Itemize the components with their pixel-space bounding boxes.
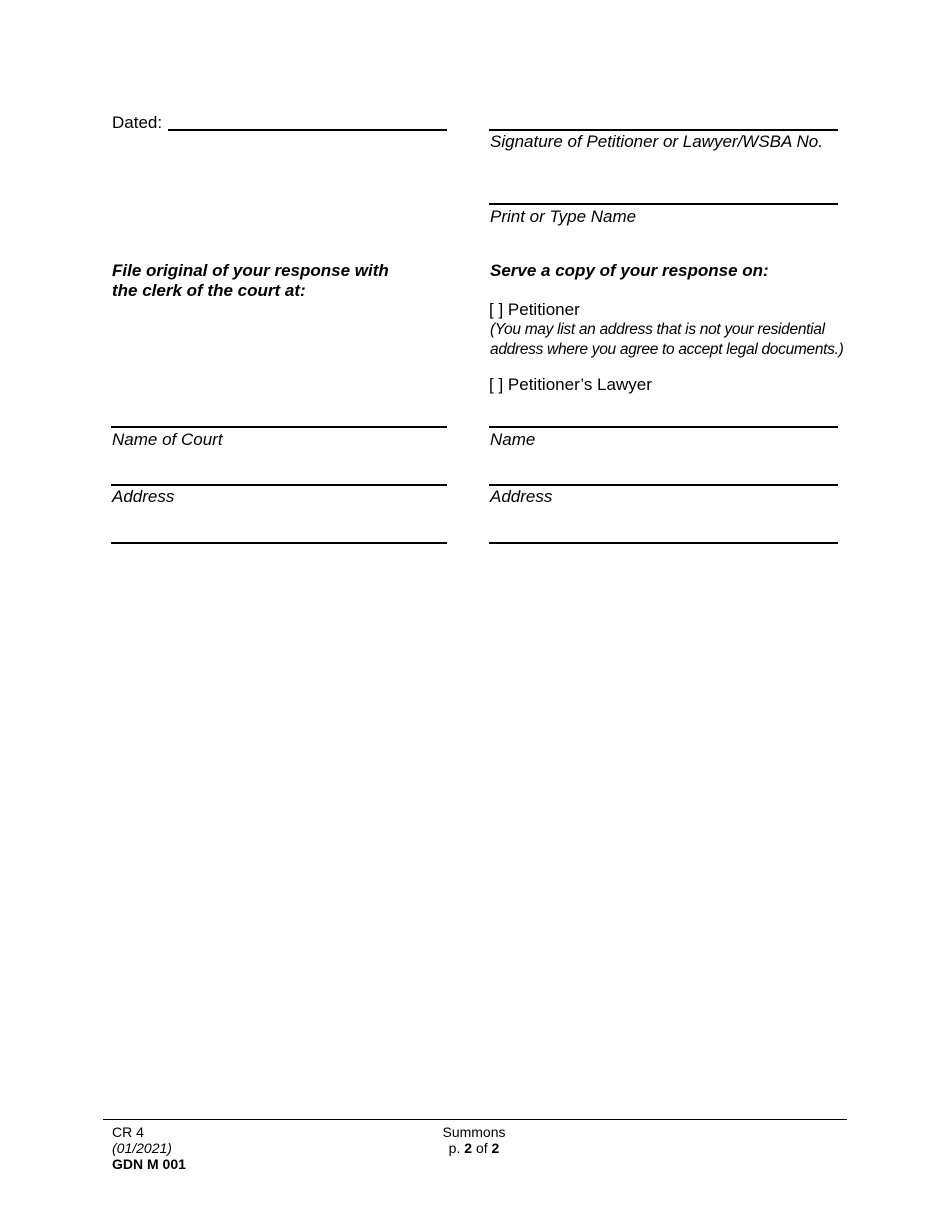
serve-address-caption: Address xyxy=(490,487,553,506)
petitioner-lawyer-option xyxy=(489,375,652,395)
court-address-field[interactable] xyxy=(111,484,447,486)
petitioner-note-line2: address where you agree to accept legal documents.) xyxy=(490,341,844,358)
serve-address-field-2[interactable] xyxy=(489,542,838,544)
petitioner-checkbox[interactable]: [ ] xyxy=(489,300,504,319)
footer-rule-code: CR 4 xyxy=(112,1124,144,1140)
serve-copy-heading: Serve a copy of your response on: xyxy=(490,261,769,280)
footer-divider xyxy=(103,1119,847,1120)
petitioner-lawyer-label: Petitioner’s Lawyer xyxy=(507,375,652,394)
serve-name-field[interactable] xyxy=(489,426,838,428)
petitioner-label: Petitioner xyxy=(507,300,580,319)
print-name-field[interactable] xyxy=(489,203,838,205)
page-total: 2 xyxy=(491,1140,500,1156)
petitioner-lawyer-checkbox[interactable]: [ ] xyxy=(489,375,504,394)
dated-field[interactable] xyxy=(168,129,447,131)
court-name-caption: Name of Court xyxy=(112,430,223,449)
print-name-caption: Print or Type Name xyxy=(490,207,637,226)
footer-page-number xyxy=(424,1140,524,1156)
signature-field[interactable] xyxy=(489,129,838,131)
court-name-field[interactable] xyxy=(111,426,447,428)
dated-label: Dated: xyxy=(112,113,163,132)
serve-address-field[interactable] xyxy=(489,484,838,486)
petitioner-option xyxy=(489,300,580,320)
file-original-heading-line2: the clerk of the court at: xyxy=(112,281,306,300)
page-of: of xyxy=(475,1140,488,1156)
petitioner-note-line1: (You may list an address that is not your residential xyxy=(490,321,825,338)
court-address-caption: Address xyxy=(112,487,175,506)
page-current: 2 xyxy=(464,1140,473,1156)
signature-caption: Signature of Petitioner or Lawyer/WSBA No. xyxy=(490,132,823,151)
page-prefix: p. xyxy=(448,1140,461,1156)
footer-revision: (01/2021) xyxy=(112,1140,172,1156)
file-original-heading-line1: File original of your response with xyxy=(112,261,389,280)
footer-form-id: GDN M 001 xyxy=(112,1156,186,1172)
footer-title: Summons xyxy=(442,1124,506,1140)
court-address-field-2[interactable] xyxy=(111,542,447,544)
serve-name-caption: Name xyxy=(490,430,536,449)
